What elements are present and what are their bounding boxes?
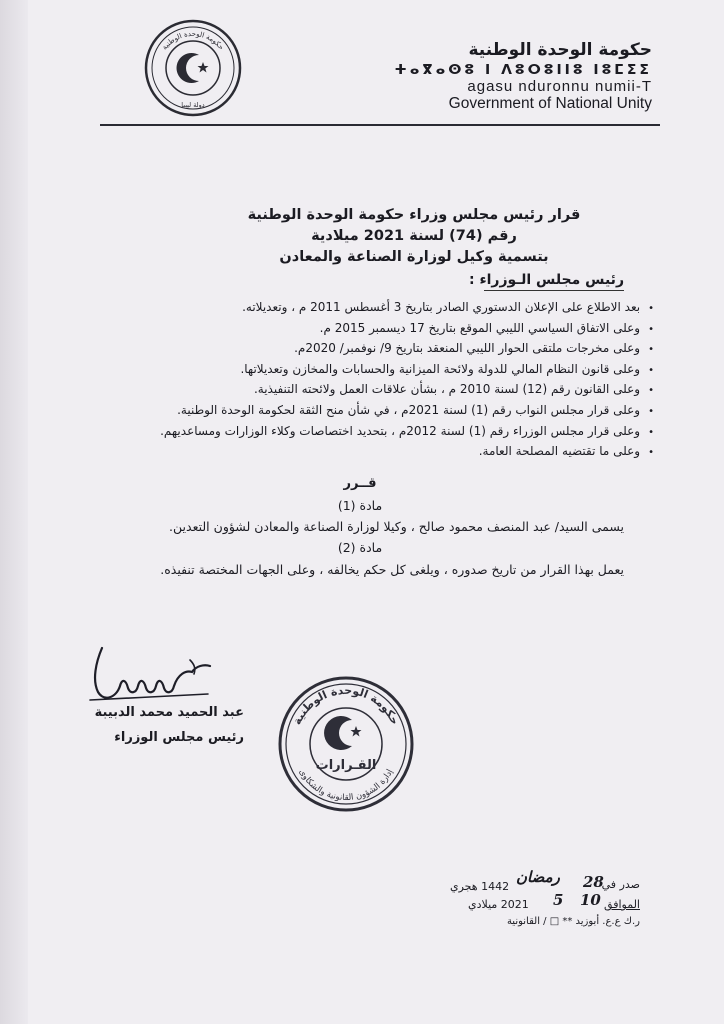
recitals-list (94, 297, 654, 462)
recital-item: • وعلى قانون النظام المالي للدولة ولائحة الميزانية والحسابات والمخازن وتعديلاتها. (94, 359, 654, 380)
seal-country-text: دولة ليبيا (181, 101, 205, 109)
corresponding-month: 5 (553, 891, 564, 909)
recital-item: • وعلى الاتفاق السياسي الليبي الموقع بتاريخ 17 ديسمبر 2015 م. (94, 318, 654, 339)
decree-title (204, 205, 624, 268)
letterhead-arabic: حكومة الوحدة الوطنية (468, 40, 652, 60)
signatory-title: رئيس مجلس الوزراء (114, 730, 244, 745)
council-heading-underline (484, 290, 624, 291)
issued-year: 1442 هجري (450, 880, 510, 893)
decided-heading: قــرر (343, 476, 377, 491)
signatory-name: عبد الحميد محمد الدبيبة (94, 705, 244, 720)
council-heading: رئيس مجلس الـوزراء : (469, 272, 624, 288)
article-1-text: يسمى السيد/ عبد المنصف محمود صالح ، وكيلا لوزارة الصناعة والمعادن لشؤون التعدين. (169, 519, 624, 534)
letterhead-english: Government of National Unity (448, 95, 652, 112)
stamp-bottom-text: إدارة الشؤون القانونية والشكاوى (296, 767, 396, 804)
corresponding-label: الموافق (604, 898, 640, 911)
reference-line: ر.ك ع.ع. أبوزيد ** □ / القانونية (506, 916, 640, 927)
government-emblem-seal (143, 18, 243, 118)
letterhead-amazigh-latin: agasu nduronnu numii-T (467, 78, 652, 95)
stamp-center-text: القـرارات (315, 758, 377, 773)
paper-fold-shadow (0, 0, 28, 1024)
recital-item: • وعلى القانون رقم (12) لسنة 2010 م ، بشأن علاقات العمل ولائحته التنفيذية. (94, 379, 654, 400)
article-2-label: مادة (2) (337, 540, 383, 555)
corresponding-day: 10 (580, 891, 601, 909)
decree-subject: بتسمية وكيل لوزارة الصناعة والمعادن (279, 249, 549, 265)
header-divider (100, 124, 660, 126)
decrees-office-stamp (276, 674, 416, 814)
issued-label: صدر في (601, 878, 640, 891)
letterhead-tifinagh: ⵜⴰⴳⴰⵙⵓ ⵏ ⴷⵓⵔⵓⵏⵏⵓ ⵏⵓⵎⵉⵉ (394, 62, 652, 78)
handwritten-signature (86, 640, 216, 714)
decree-number: رقم (74) لسنة 2021 ميلادية (311, 228, 517, 244)
article-2-text: يعمل بهذا القرار من تاريخ صدوره ، ويلغى كل حكم يخالفه ، وعلى الجهات المختصة تنفيذه. (160, 562, 624, 577)
letterhead (352, 40, 652, 113)
recital-item: • وعلى مخرجات ملتقى الحوار الليبي المنعقد بتاريخ 9/ نوفمبر/ 2020م. (94, 338, 654, 359)
recital-item: • وعلى قرار مجلس الوزراء رقم (1) لسنة 2012م ، بتحديد اختصاصات وكلاء الوزارات ومساعديهم. (94, 421, 654, 442)
recital-item: • بعد الاطلاع على الإعلان الدستوري الصادر بتاريخ 3 أغسطس 2011 م ، وتعديلاته. (94, 297, 654, 318)
recital-item: • وعلى قرار مجلس النواب رقم (1) لسنة 2021م ، في شأن منح الثقة لحكومة الوحدة الوطنية. (94, 400, 654, 421)
seal-ring-text: حكومة الوحدة الوطنية (160, 29, 226, 52)
recital-item: • وعلى ما تقتضيه المصلحة العامة. (94, 441, 654, 462)
decree-title-line1: قرار رئيس مجلس وزراء حكومة الوحدة الوطنية (247, 207, 581, 223)
corresponding-year: 2021 ميلادي (468, 898, 529, 911)
article-1-label: مادة (1) (337, 498, 383, 513)
stamp-top-text: حكومة الوحدة الوطنية (290, 683, 402, 727)
issued-month: رمضان (516, 868, 560, 886)
issued-day: 28 (583, 873, 604, 891)
